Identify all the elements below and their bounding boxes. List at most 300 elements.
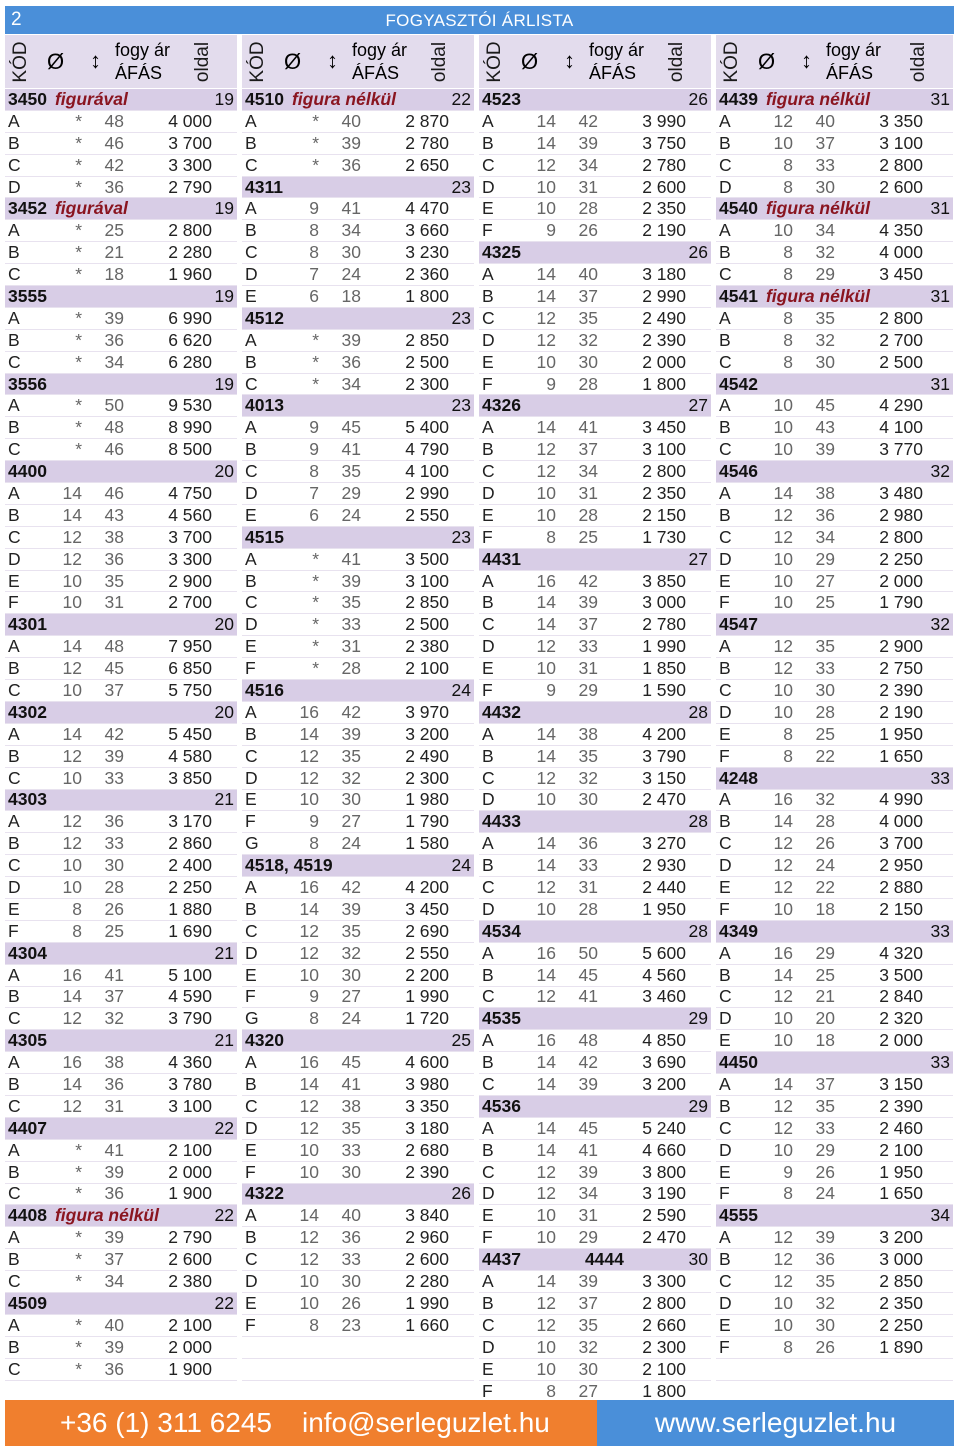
size-variant: B (8, 1074, 20, 1095)
diameter-value: 8 (309, 1008, 319, 1029)
height-value: 25 (578, 526, 598, 547)
size-row (5, 1140, 237, 1162)
price-value: 2 000 (879, 1030, 923, 1051)
price-value: 2 100 (879, 1139, 923, 1160)
size-variant: B (245, 351, 257, 372)
diameter-value: 8 (72, 920, 82, 941)
size-variant: C (245, 373, 258, 394)
price-value: 2 390 (405, 1161, 449, 1182)
height-value: 31 (104, 592, 124, 613)
column-header (479, 35, 716, 88)
price-value: 1 790 (405, 811, 449, 832)
height-value: 34 (578, 154, 598, 175)
height-value: 32 (815, 789, 835, 810)
height-value: 37 (104, 680, 124, 700)
size-row (242, 374, 474, 396)
price-value: 1 950 (879, 1161, 923, 1182)
height-value: 35 (578, 307, 598, 328)
diameter-value: 8 (309, 220, 319, 241)
price-value: 5 400 (405, 417, 449, 438)
height-value: 38 (104, 526, 124, 547)
diameter-value: 8 (783, 264, 793, 285)
size-variant: D (482, 789, 495, 810)
diameter-value: 14 (536, 264, 556, 285)
size-variant: C (8, 1358, 21, 1379)
page-ref: 26 (451, 1183, 471, 1204)
height-value: 34 (815, 220, 835, 241)
size-row (5, 242, 237, 264)
page-ref: 19 (214, 88, 234, 109)
price-value: 2 950 (879, 855, 923, 876)
price-value: 2 190 (642, 220, 686, 241)
size-row (242, 1249, 474, 1271)
price-label: fogy ár (115, 40, 171, 60)
size-row (716, 395, 953, 417)
price-value: 2 380 (168, 1271, 212, 1292)
height-value: 24 (815, 1183, 835, 1204)
size-variant: D (245, 1117, 258, 1138)
size-row (5, 549, 237, 571)
height-value: 36 (578, 833, 598, 854)
height-value: 37 (578, 1292, 598, 1313)
height-value: 36 (104, 176, 124, 197)
vat-label: ÁFÁS (589, 63, 637, 83)
price-value: 2 400 (168, 855, 212, 876)
size-row (5, 1227, 237, 1249)
size-row (242, 1162, 474, 1184)
figure-note: figura nélkül (765, 285, 870, 306)
price-value: 2 150 (642, 504, 686, 525)
price-value: 2 860 (168, 833, 212, 854)
price-value: 3 700 (168, 132, 212, 153)
size-variant: D (482, 482, 495, 503)
size-variant: E (245, 504, 257, 525)
price-value: 2 250 (168, 877, 212, 898)
diameter-value: 14 (773, 1074, 793, 1095)
diameter-value: 12 (62, 833, 82, 854)
price-value: 3 300 (168, 154, 212, 175)
size-variant: A (8, 723, 20, 744)
diameter-value: 12 (536, 307, 556, 328)
size-row (716, 220, 953, 242)
price-value: 3 350 (405, 1095, 449, 1116)
height-value: 22 (815, 877, 835, 898)
product-header-row (479, 395, 711, 417)
size-row (716, 177, 953, 199)
size-variant: C (482, 877, 495, 898)
page-ref: 23 (451, 176, 471, 197)
size-variant: D (482, 898, 495, 919)
diameter-value: 10 (299, 1271, 319, 1292)
product-code: 4541 (719, 285, 758, 306)
price-value: 3 980 (405, 1074, 449, 1095)
diameter-value: 12 (299, 1249, 319, 1270)
size-row (716, 571, 953, 593)
size-row (479, 1315, 711, 1337)
size-variant: E (482, 1358, 494, 1379)
figure-note: figurával (54, 198, 128, 219)
price-value: 2 990 (405, 482, 449, 503)
diameter-value: 10 (536, 198, 556, 219)
size-row (716, 505, 953, 527)
size-variant: C (8, 154, 21, 175)
size-row (716, 1315, 953, 1337)
height-value: 43 (104, 504, 124, 525)
price-value: 6 850 (168, 658, 212, 679)
price-value: 2 390 (642, 329, 686, 350)
diameter-value: 12 (773, 833, 793, 854)
diameter-value: 12 (536, 767, 556, 788)
price-label: fogy ár (589, 40, 645, 60)
size-variant: A (719, 395, 731, 416)
product-code: 3556 (8, 373, 47, 394)
size-row (5, 527, 237, 549)
product-code: 4509 (8, 1292, 47, 1313)
diameter-value: * (312, 351, 319, 372)
height-value: 35 (341, 1117, 361, 1138)
product-header-row (5, 1293, 237, 1315)
diameter-value: 10 (536, 351, 556, 372)
diameter-value: * (75, 1161, 82, 1182)
size-row (716, 1249, 953, 1271)
size-row (5, 724, 237, 746)
height-value: 31 (104, 1095, 124, 1116)
size-variant: B (482, 1139, 494, 1160)
size-row (5, 1337, 237, 1359)
diameter-value: * (75, 1271, 82, 1292)
size-row (479, 790, 711, 812)
height-value: 40 (578, 264, 598, 285)
price-value: 1 650 (879, 1183, 923, 1204)
product-header-row (242, 1030, 474, 1052)
size-row (242, 439, 474, 461)
product-code: 4432 (482, 701, 521, 722)
size-variant: A (8, 1227, 20, 1248)
size-variant: C (719, 351, 732, 372)
price-value: 4 790 (405, 439, 449, 460)
size-variant: B (245, 723, 257, 744)
size-row (5, 855, 237, 877)
size-row (479, 177, 711, 199)
height-value: 40 (341, 1205, 361, 1226)
size-row (479, 264, 711, 286)
price-value: 3 200 (642, 1074, 686, 1095)
size-row (716, 899, 953, 921)
size-variant: B (8, 504, 20, 525)
vat-label: ÁFÁS (352, 63, 400, 83)
page-ref: 26 (688, 242, 708, 263)
diameter-value: 9 (546, 220, 556, 241)
height-value: 40 (341, 110, 361, 131)
size-variant: A (245, 701, 257, 722)
height-value: 24 (341, 264, 361, 285)
height-value: 50 (104, 395, 124, 416)
height-value: 18 (104, 264, 124, 285)
price-value: 2 150 (879, 898, 923, 919)
price-value: 2 000 (168, 1161, 212, 1182)
diameter-value: 14 (536, 745, 556, 766)
size-row (716, 877, 953, 899)
size-row (716, 1074, 953, 1096)
page-number: 2 (11, 9, 22, 30)
price-value: 1 980 (405, 789, 449, 810)
height-value: 27 (341, 811, 361, 832)
size-row (5, 592, 237, 614)
diameter-value: 8 (546, 526, 556, 547)
price-value: 3 660 (405, 220, 449, 241)
price-value: 2 000 (879, 570, 923, 591)
page-ref: 22 (214, 1205, 234, 1226)
product-code: 4433 (482, 811, 521, 832)
price-value: 3 300 (642, 1271, 686, 1292)
size-row (479, 155, 711, 177)
diameter-value: 10 (536, 1336, 556, 1357)
price-value: 4 850 (642, 1030, 686, 1051)
product-code: 4515 (245, 526, 284, 547)
price-value: 2 250 (879, 548, 923, 569)
diameter-value: 10 (773, 220, 793, 241)
size-row (5, 483, 237, 505)
price-value: 2 600 (405, 1249, 449, 1270)
height-value: 45 (578, 964, 598, 985)
height-value: 41 (341, 198, 361, 219)
product-header-row (479, 549, 711, 571)
size-row (242, 352, 474, 374)
height-value: 34 (104, 351, 124, 372)
size-row (716, 811, 953, 833)
diameter-value: 14 (536, 855, 556, 876)
height-value: 24 (815, 855, 835, 876)
diameter-value: 10 (773, 417, 793, 438)
price-value: 2 440 (642, 877, 686, 898)
height-value: 33 (341, 1139, 361, 1160)
height-value: 37 (104, 1249, 124, 1270)
size-row (716, 111, 953, 133)
price-value: 3 100 (168, 1095, 212, 1116)
height-value: 30 (578, 1358, 598, 1379)
diameter-value: 10 (536, 1358, 556, 1379)
size-variant: G (245, 1008, 259, 1029)
empty-row (716, 1359, 953, 1381)
size-variant: C (8, 855, 21, 876)
page-title: FOGYASZTÓI ÁRLISTA (385, 11, 574, 30)
page-ref: 31 (930, 198, 950, 219)
height-value: 35 (341, 461, 361, 482)
size-variant: B (482, 592, 494, 613)
diameter-value: 14 (536, 592, 556, 613)
size-variant: D (482, 329, 495, 350)
price-value: 2 470 (642, 1227, 686, 1248)
size-variant: C (8, 264, 21, 285)
price-value: 2 690 (405, 920, 449, 941)
height-value: 29 (578, 680, 598, 700)
website-link[interactable]: www.serleguzlet.hu (654, 1407, 897, 1438)
price-value: 5 750 (168, 680, 212, 700)
size-row (242, 636, 474, 658)
size-variant: A (482, 1117, 494, 1138)
height-value: 41 (578, 417, 598, 438)
price-value: 2 500 (405, 351, 449, 372)
diameter-value: 12 (62, 1095, 82, 1116)
price-value: 3 170 (168, 811, 212, 832)
page-ref: 28 (688, 701, 708, 722)
diameter-value: 8 (309, 1314, 319, 1335)
height-value: 39 (578, 592, 598, 613)
diameter-value: 10 (536, 789, 556, 810)
email-link[interactable]: info@serleguzlet.hu (301, 1407, 550, 1438)
product-header-row (5, 790, 237, 812)
product-code: 4516 (245, 680, 284, 700)
size-variant: B (8, 132, 20, 153)
diameter-value: 12 (536, 1183, 556, 1204)
diameter-value: * (312, 658, 319, 679)
height-value: 28 (578, 373, 598, 394)
size-variant: C (8, 351, 21, 372)
size-row (242, 987, 474, 1009)
price-value: 4 320 (879, 942, 923, 963)
product-code: 4303 (8, 789, 47, 810)
size-row (242, 1052, 474, 1074)
price-value: 2 870 (405, 110, 449, 131)
figure-note: figura nélkül (765, 198, 870, 219)
empty-row (242, 1337, 474, 1359)
height-value: 42 (104, 723, 124, 744)
price-value: 5 100 (168, 964, 212, 985)
height-value: 42 (104, 154, 124, 175)
diameter-value: 12 (773, 986, 793, 1007)
size-row (5, 1359, 237, 1381)
size-row (242, 155, 474, 177)
diameter-value: * (75, 176, 82, 197)
height-value: 32 (578, 329, 598, 350)
price-value: 2 850 (405, 329, 449, 350)
price-value: 3 750 (642, 132, 686, 153)
diameter-value: 8 (309, 461, 319, 482)
height-value: 41 (341, 439, 361, 460)
diameter-value: 10 (62, 767, 82, 788)
height-value: 46 (104, 482, 124, 503)
price-value: 2 500 (405, 614, 449, 635)
size-variant: F (8, 592, 19, 613)
height-value: 27 (815, 570, 835, 591)
size-variant: C (245, 461, 258, 482)
size-row (242, 198, 474, 220)
size-variant: A (719, 307, 731, 328)
diameter-value: 12 (536, 329, 556, 350)
height-value: 46 (104, 132, 124, 153)
price-value: 4 600 (405, 1052, 449, 1073)
size-variant: E (719, 570, 731, 591)
height-value: 39 (578, 1074, 598, 1095)
price-value: 2 600 (642, 176, 686, 197)
size-variant: B (8, 417, 20, 438)
product-header-row (479, 1008, 711, 1030)
diameter-value: * (312, 110, 319, 131)
size-row (479, 352, 711, 374)
size-variant: A (719, 636, 731, 657)
product-code: 4248 (719, 767, 758, 788)
size-row (5, 111, 237, 133)
price-value: 3 450 (405, 898, 449, 919)
page-ref: 20 (214, 461, 234, 482)
size-variant: A (8, 482, 20, 503)
product-code: 4437 (482, 1249, 521, 1270)
phone-number[interactable]: +36 (1) 311 6245 (60, 1407, 272, 1438)
price-value: 1 730 (642, 526, 686, 547)
diameter-value: 10 (773, 1292, 793, 1313)
size-row (5, 220, 237, 242)
size-row (242, 220, 474, 242)
product-code: 3452 (8, 198, 47, 219)
product-header-row (716, 461, 953, 483)
diameter-value: * (312, 636, 319, 657)
height-value: 25 (815, 592, 835, 613)
product-header-row (242, 177, 474, 199)
diameter-value: 12 (536, 1292, 556, 1313)
size-variant: D (719, 1292, 732, 1313)
product-code: 4512 (245, 307, 284, 328)
height-value: 37 (815, 132, 835, 153)
size-variant: D (8, 176, 21, 197)
size-row (5, 811, 237, 833)
product-code: 4320 (245, 1030, 284, 1051)
height-value: 39 (104, 1227, 124, 1248)
size-variant: A (482, 1271, 494, 1292)
height-value: 36 (104, 329, 124, 350)
diameter-value: * (312, 373, 319, 394)
size-row (716, 155, 953, 177)
size-row (716, 702, 953, 724)
size-row (5, 987, 237, 1009)
size-row (5, 1184, 237, 1206)
diameter-value: 12 (536, 636, 556, 657)
size-row (242, 1140, 474, 1162)
size-variant: A (482, 417, 494, 438)
page-ref: 34 (930, 1205, 950, 1226)
size-row (242, 921, 474, 943)
diameter-value: 10 (773, 898, 793, 919)
size-variant: E (719, 877, 731, 898)
size-row (716, 527, 953, 549)
size-row (479, 505, 711, 527)
height-value: 25 (104, 920, 124, 941)
size-row (479, 987, 711, 1009)
price-value: 4 000 (168, 110, 212, 131)
height-value: 37 (578, 439, 598, 460)
page-ref: 26 (688, 88, 708, 109)
diameter-value: * (75, 1336, 82, 1357)
size-variant: A (482, 723, 494, 744)
diameter-value: 8 (309, 242, 319, 263)
height-value: 26 (815, 1161, 835, 1182)
price-value: 8 990 (168, 417, 212, 438)
size-row (242, 571, 474, 593)
height-value: 25 (815, 964, 835, 985)
price-column (479, 89, 716, 1402)
price-value: 3 230 (405, 242, 449, 263)
size-variant: F (482, 220, 493, 241)
column-header (5, 35, 242, 88)
size-variant: C (482, 767, 495, 788)
height-arrow-icon: ↕ (564, 48, 575, 73)
diameter-value: * (75, 439, 82, 460)
size-variant: C (482, 461, 495, 482)
diameter-value: * (312, 154, 319, 175)
size-row (716, 352, 953, 374)
price-value: 2 200 (405, 964, 449, 985)
height-value: 39 (341, 723, 361, 744)
price-value: 4 750 (168, 482, 212, 503)
